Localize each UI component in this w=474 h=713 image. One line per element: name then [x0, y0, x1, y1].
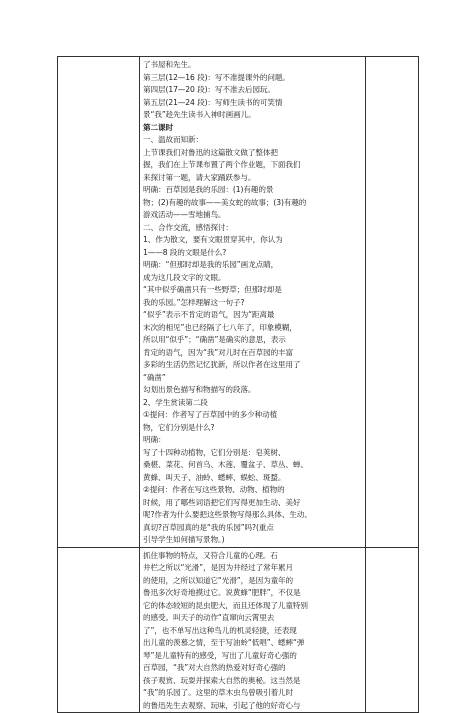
text-line: 游戏活动——雪地捕鸟。 — [143, 210, 226, 219]
text-line: 来探讨第一题，请大家踊跃参与。 — [143, 172, 256, 182]
text-line: 肯定的语气，因为“我”对儿时在百草园的丰富 — [143, 347, 294, 357]
text-line: “似乎”表示不肯定的语气，因为“距离最 — [143, 310, 275, 319]
text-line: 它的体态较短的昆虫肥大，而且还体现了儿童特别 — [143, 600, 308, 610]
table-row — [58, 57, 419, 548]
text-line: “其中似乎确凿只有一些野草；但那时却是 — [143, 285, 282, 294]
text-line: “确凿” — [143, 372, 166, 382]
text-line: 第五层(21—24 段)：写师生读书的可笑情 — [143, 97, 283, 107]
text-line: 明确：百草园是我的乐园：(1)有趣的景 — [143, 185, 274, 194]
text-line: 桑椹、菜花、何首乌、木莲、覆盆子、草丛、蝉、 — [143, 460, 308, 469]
text-line: 2、学生赏读第二段 — [143, 397, 208, 407]
text-line: ①提问：作者写了百草园中的多少种动植 — [143, 410, 278, 419]
text-line: “我”的乐园了。这里的草木虫鸟曾吸引着儿时 — [143, 688, 294, 697]
text-line: 了书屋和先生。 — [143, 60, 196, 69]
text-line: 我的乐园。”怎样理解这一句子? — [143, 297, 245, 307]
text-line: 第三层(12—16 段)：写不准提课外的问题。 — [143, 72, 290, 82]
text-line: 末次的相见”也已经隔了七八年了，印象模糊， — [143, 322, 297, 332]
section-heading: 第二课时 — [143, 122, 173, 132]
text-line: 1、作为散文，要有文眼贯穿其中，你认为 — [143, 235, 283, 244]
text-line: 真切?百草园真的是“我的乐园”吗?(重点 — [143, 522, 274, 532]
text-line: 握，我们在上节课布置了两个作业题，下面我们 — [143, 160, 301, 169]
text-line: 百草园，“我”对大自然的热爱对好奇心强的 — [143, 663, 286, 672]
text-line: 的鲁迅先生去观察、玩味，引起了他的好奇心与 — [143, 700, 301, 710]
text-line: 1——8 段的文眼是什么? — [143, 247, 227, 257]
content-cell-2 — [140, 547, 366, 713]
text-line: 出儿童的羡慕之情，至于写油蛉“低唱”、蟋蟀“弹 — [143, 638, 305, 647]
content-cell-1 — [140, 57, 366, 548]
text-line: 井栏之所以“光滑”，是因为井经过了常年累月 — [143, 563, 294, 572]
text-line: 抓住事物的特点，又符合儿童的心理。石 — [143, 550, 278, 560]
text-line: 呢?作者为什么要把这些景物写得那么具体、生动、 — [143, 510, 312, 519]
text-line: 上节课我们对鲁迅的这篇散文做了整体把 — [143, 147, 278, 157]
table-row — [58, 547, 419, 713]
text-line: 多彩的生活仍然记忆犹新，所以作者在这里用了 — [143, 360, 301, 369]
left-cell-empty — [58, 547, 140, 713]
text-line: 孩子观赏、玩耍并探索大自然的奥秘。这当然是 — [143, 675, 301, 685]
text-line: 的使用，之所以知道它“光滑”，是因为童年的 — [143, 575, 294, 585]
text-line: 勾划出景色描写和物描写的段落。 — [143, 385, 256, 394]
text-line: 明确：“但那时却是我的乐园”画龙点睛， — [143, 260, 279, 269]
text-line: 物，它们分别是什么? — [143, 422, 215, 432]
section-2-text — [140, 548, 365, 713]
text-line: ②提问：作者在写这些景物、动物、植物的 — [143, 485, 285, 494]
text-line: 黄蜂、叫天子、油蛉、蟋蟀、蜈蚣、斑蝥。 — [143, 472, 286, 482]
text-line: 琴”是儿童特有的感受，写出了儿童好奇心强的 — [143, 650, 297, 660]
left-cell-empty — [58, 57, 140, 548]
text-line: 写了十四种动植物，它们分别是：皂荚树、 — [143, 447, 286, 457]
right-cell-empty — [366, 57, 419, 548]
text-line: 时候，用了哪些词语把它们写得更加生动、美好 — [143, 497, 301, 507]
text-line: 物；(2)有趣的故事——美女蛇的故事；(3)有趣的 — [143, 197, 307, 207]
text-line: 第四层(17—20 段)：写不准去后园玩。 — [143, 85, 275, 94]
lesson-plan-table — [57, 56, 419, 713]
text-line: 景“我”趁先生读书入神时画画儿。 — [143, 110, 256, 119]
text-line: 鲁迅多次好奇地摸过它。说黄蜂“肥胖”，不仅是 — [143, 588, 301, 597]
text-line: 成为这几段文字的文眼。 — [143, 272, 226, 282]
text-line: 了”，也不单写出这种鸟儿的机灵轻捷，还表现 — [143, 625, 297, 635]
text-line: 二、合作交流，感悟探讨： — [143, 222, 233, 232]
text-line: 一、温故而知新： — [143, 135, 203, 144]
right-cell-empty — [366, 547, 419, 713]
text-line: 的感受。叫天子的动作“直窜向云霄里去 — [143, 613, 275, 622]
section-1-text — [140, 57, 365, 547]
text-line: 引导学生如何描写景物。) — [143, 535, 225, 544]
text-line: 明确： — [143, 435, 166, 444]
text-line: 所以用“似乎”；“确凿”是确实的意思，表示 — [143, 335, 286, 344]
